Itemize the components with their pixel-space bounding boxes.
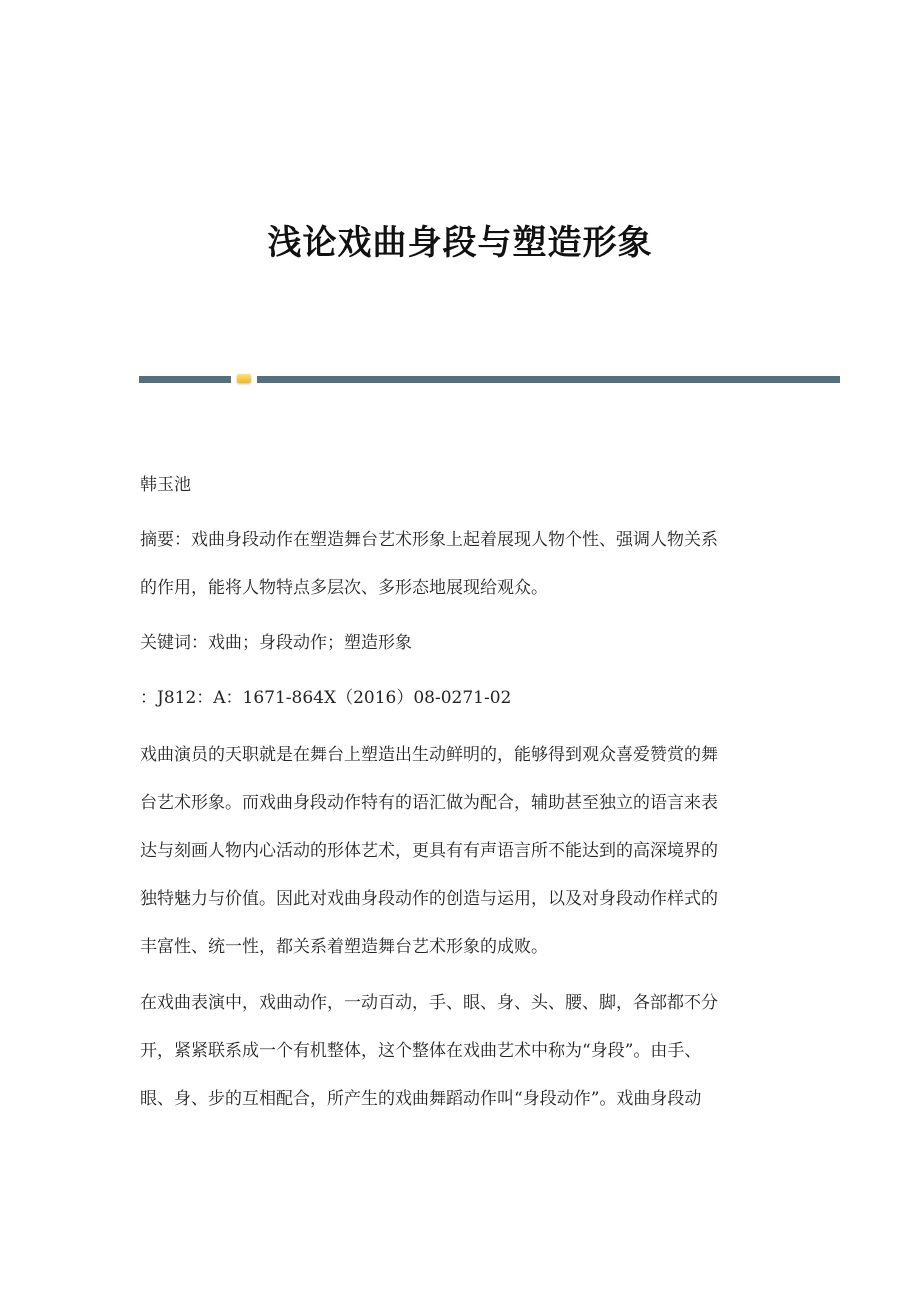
abstract <box>140 516 780 612</box>
body-paragraph-2 <box>140 979 780 1123</box>
divider-left-bar <box>139 376 231 383</box>
body-line: 台艺术形象。而戏曲身段动作特有的语汇做为配合，辅助甚至独立的语言来表 <box>140 793 718 813</box>
classification-code: ：J812：A：1671-864X（2016）08-0271-02 <box>140 688 512 708</box>
document-title: 浅论戏曲身段与塑造形象 <box>267 223 653 263</box>
body-line: 在戏曲表演中，戏曲动作，一动百动，手、眼、身、头、腰、脚，各部都不分 <box>140 993 718 1013</box>
divider-ornament-icon <box>237 374 251 383</box>
body-line: 丰富性、统一性，都关系着塑造舞台艺术形象的成败。 <box>140 937 548 957</box>
abstract-line: 的作用，能将人物特点多层次、多形态地展现给观众。 <box>140 578 548 598</box>
author: 韩玉池 <box>140 475 191 495</box>
body-line: 独特魅力与价值。因此对戏曲身段动作的创造与运用，以及对身段动作样式的 <box>140 889 718 909</box>
body-line: 戏曲演员的天职就是在舞台上塑造出生动鲜明的，能够得到观众喜爱赞赏的舞 <box>140 745 718 765</box>
keywords: 关键词：戏曲；身段动作；塑造形象 <box>140 633 412 653</box>
abstract-line: 摘要：戏曲身段动作在塑造舞台艺术形象上起着展现人物个性、强调人物关系 <box>140 530 718 550</box>
body-line: 眼、身、步的互相配合，所产生的戏曲舞蹈动作叫“身段动作”。戏曲身段动 <box>140 1089 702 1109</box>
divider-right-bar <box>257 376 840 383</box>
body-line: 开，紧紧联系成一个有机整体，这个整体在戏曲艺术中称为“身段”。由手、 <box>140 1041 702 1061</box>
body-paragraph-1 <box>140 731 780 971</box>
body-line: 达与刻画人物内心活动的形体艺术，更具有有声语言所不能达到的高深境界的 <box>140 841 718 861</box>
